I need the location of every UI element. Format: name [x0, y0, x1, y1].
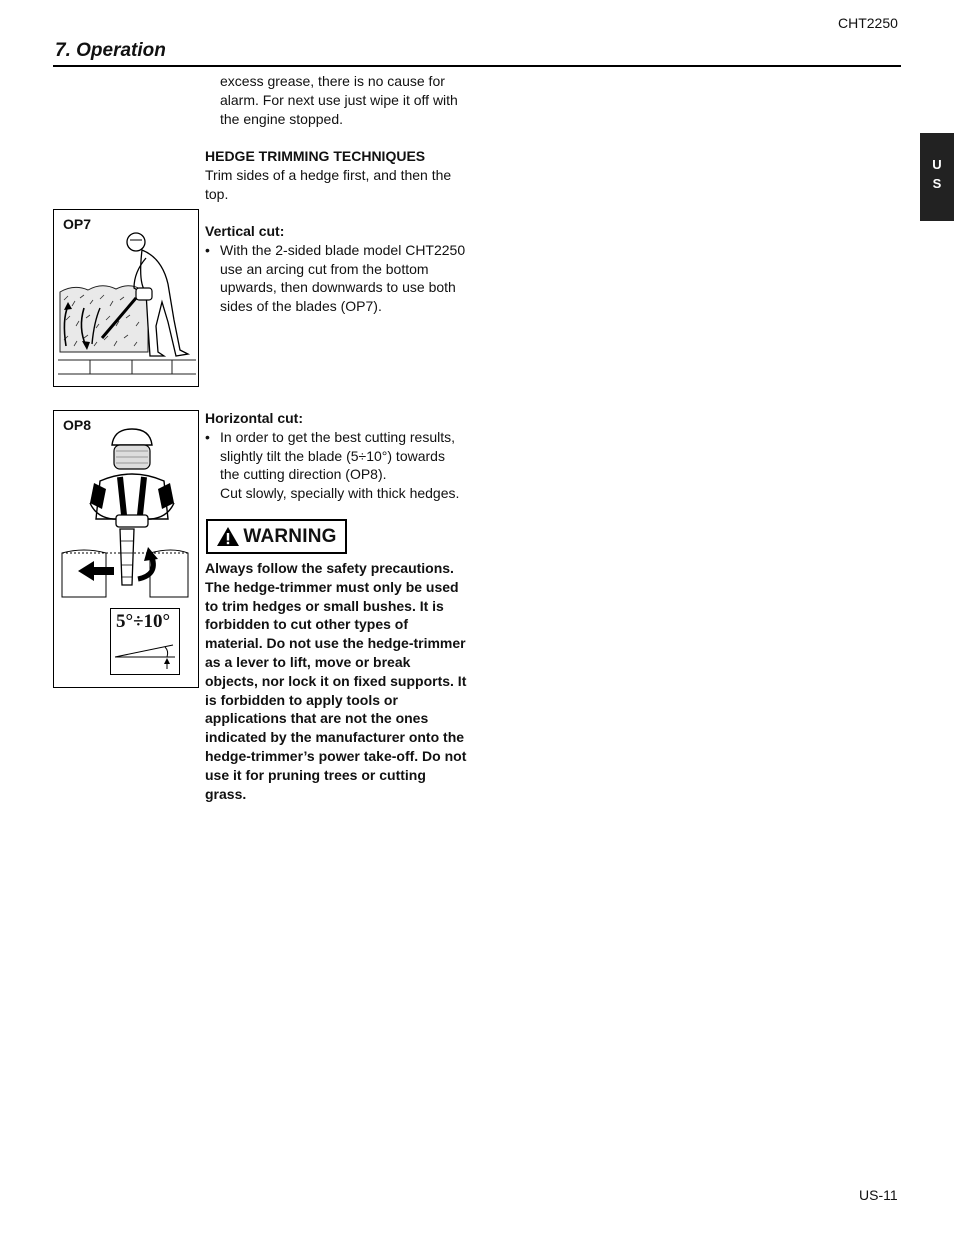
- language-tab-letter-2: S: [932, 176, 942, 191]
- text-line: grass.: [205, 785, 247, 802]
- text-line: slightly tilt the blade (5÷10°) towards: [220, 447, 445, 464]
- text-line: applications that are not the ones: [205, 710, 429, 727]
- hedge-techniques-heading: HEDGE TRIMMING TECHNIQUES: [205, 148, 426, 164]
- language-tab-letter-1: U: [932, 157, 942, 172]
- figure-op7: [53, 209, 199, 387]
- text-line: excess grease, there is no cause for: [220, 73, 445, 89]
- text-line: forbidden to cut other types of: [205, 616, 408, 633]
- text-line: sides of the blades (OP7).: [220, 298, 382, 315]
- vertical-cut-bullet-item: [205, 241, 473, 316]
- vertical-cut-illustration: [54, 210, 198, 386]
- text-line: With the 2-sided blade model CHT2250: [220, 241, 466, 258]
- angle-range-label: 5°÷10°: [116, 611, 171, 632]
- text-line: upwards, then downwards to use both: [220, 279, 456, 296]
- figure-op8-label: OP8: [63, 417, 92, 433]
- text-line: Cut slowly, specially with thick hedges.: [220, 485, 460, 502]
- section-title: 7. Operation: [55, 40, 166, 61]
- text-line: material. Do not use the hedge-trimmer: [205, 635, 466, 652]
- hedge-techniques-section: [205, 147, 473, 203]
- text-line: the cutting direction (OP8).: [220, 466, 387, 483]
- figure-op7-label: OP7: [63, 216, 92, 232]
- language-tab: [920, 133, 954, 221]
- text-line: objects, nor lock it on fixed supports. It: [205, 672, 467, 689]
- bullet-icon: •: [205, 428, 210, 445]
- warning-triangle-icon: [216, 526, 240, 547]
- vertical-cut-section: [205, 222, 473, 316]
- text-line: the engine stopped.: [220, 110, 343, 127]
- model-number: CHT2250: [838, 15, 898, 31]
- angle-diagram: [111, 609, 179, 674]
- warning-label-box: [206, 519, 347, 554]
- text-line: use an arcing cut from the bottom: [220, 260, 429, 277]
- page-number: US-11: [859, 1187, 898, 1203]
- text-line: Trim sides of a hedge first, and then the: [205, 166, 452, 183]
- text-line: The hedge-trimmer must only be used: [205, 578, 459, 595]
- text-line: use it for pruning trees or cutting: [205, 766, 426, 783]
- header-rule: [53, 65, 901, 67]
- horizontal-cut-bullet-item: [205, 428, 473, 503]
- intro-continued-paragraph: [205, 72, 488, 128]
- figure-op8: [53, 410, 199, 688]
- horizontal-cut-illustration: [54, 411, 198, 601]
- text-line: top.: [205, 185, 229, 202]
- text-line: In order to get the best cutting results,: [220, 428, 456, 445]
- text-line: is forbidden to apply tools or: [205, 691, 398, 708]
- text-line: as a lever to lift, move or break: [205, 653, 411, 670]
- text-line: hedge-trimmer’s power take-off. Do not: [205, 747, 467, 764]
- horizontal-cut-section: [205, 409, 473, 503]
- horizontal-cut-heading: Horizontal cut:: [205, 410, 303, 426]
- angle-inset: [110, 608, 180, 675]
- bullet-icon: •: [205, 241, 210, 258]
- text-line: alarm. For next use just wipe it off with: [220, 91, 458, 108]
- text-line: indicated by the manufacturer onto the: [205, 729, 465, 746]
- text-line: to trim hedges or small bushes. It is: [205, 597, 444, 614]
- vertical-cut-heading: Vertical cut:: [205, 223, 285, 239]
- warning-paragraph: [205, 559, 473, 803]
- warning-label: WARNING: [243, 525, 337, 547]
- text-line: Always follow the safety precautions.: [205, 560, 454, 576]
